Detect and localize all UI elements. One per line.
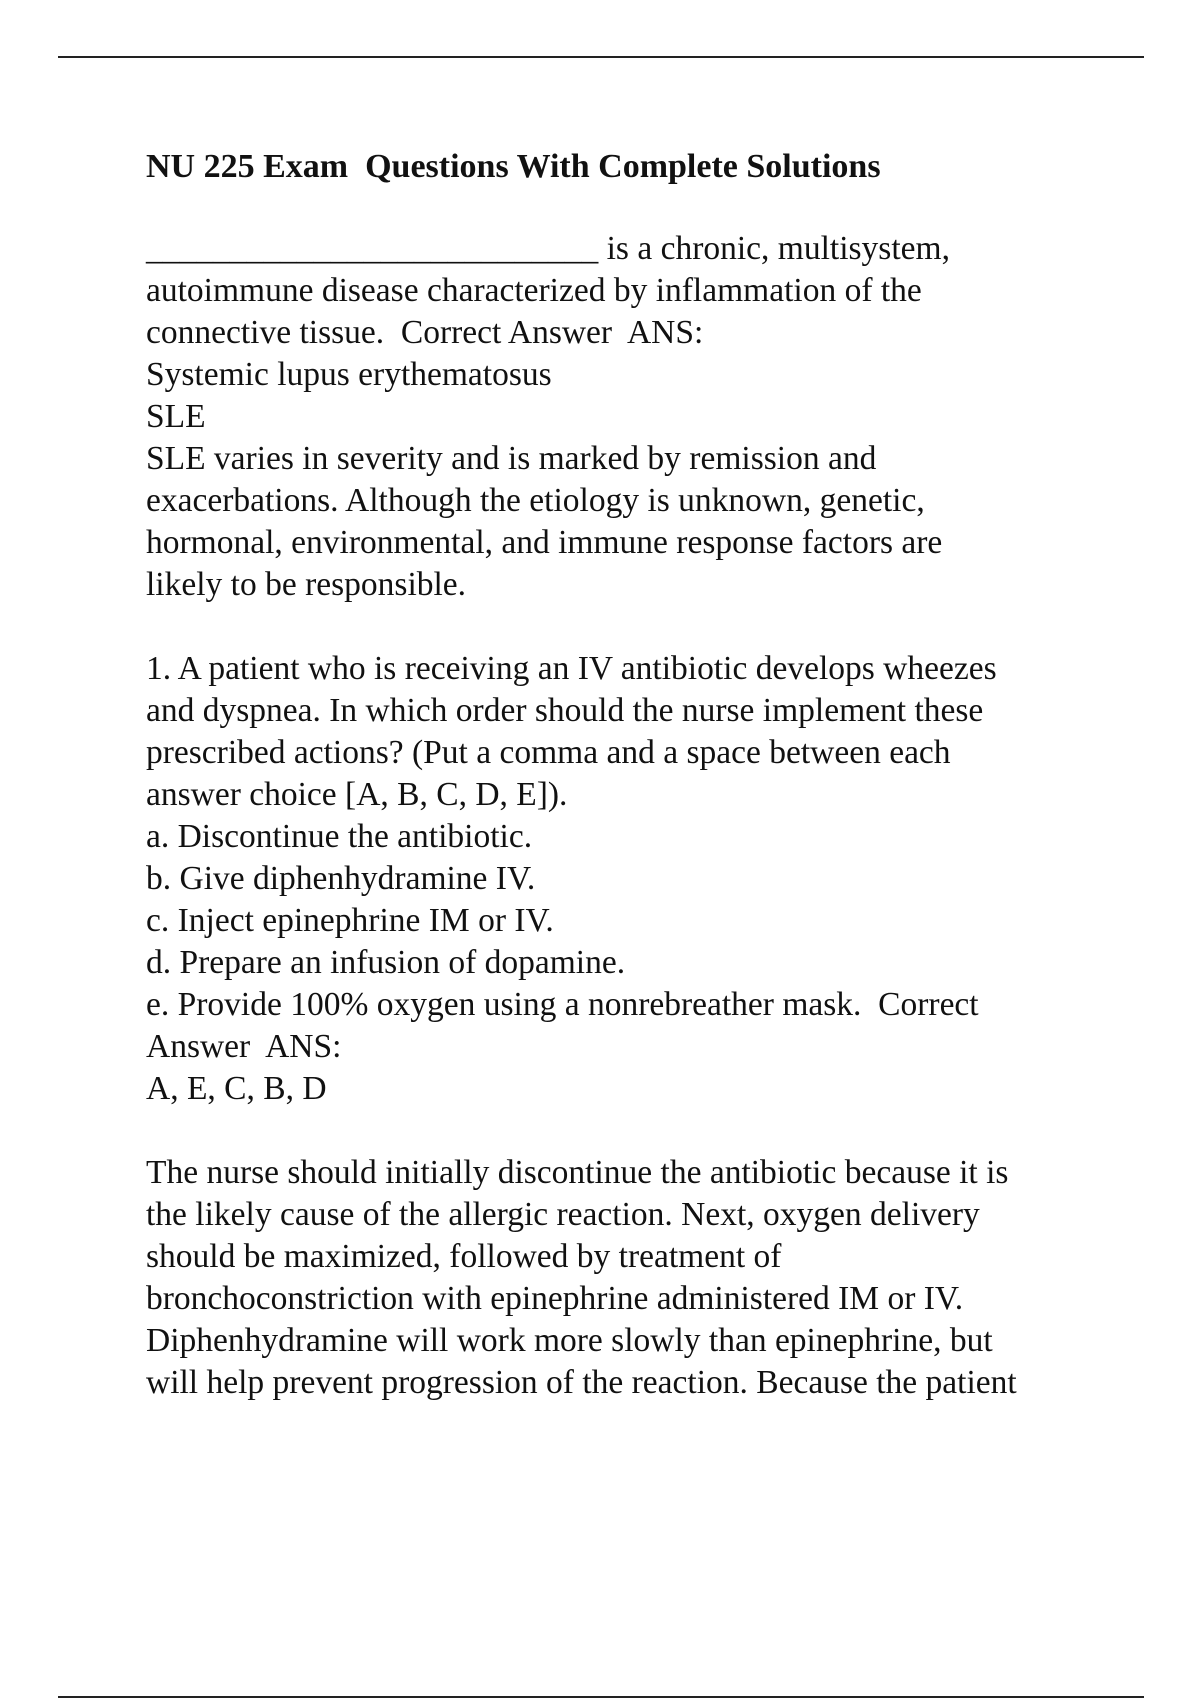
text-line: likely to be responsible.	[146, 566, 467, 603]
text-line: autoimmune disease characterized by inflammation of the	[146, 272, 922, 309]
answer-line: Systemic lupus erythematosus	[146, 356, 552, 393]
document-title: NU 225 Exam Questions With Complete Solutions	[146, 148, 881, 185]
paragraph-gap	[146, 1110, 1106, 1152]
paragraph-gap	[146, 606, 1106, 648]
text-line: and dyspnea. In which order should the nurse implement these	[146, 692, 984, 729]
choice-e: e. Provide 100% oxygen using a nonrebreather mask. Correct	[146, 986, 979, 1023]
text-line: The nurse should initially discontinue the antibiotic because it is	[146, 1154, 1009, 1191]
question-1-block	[146, 648, 1106, 1110]
top-rule	[58, 56, 1144, 58]
text-line: SLE varies in severity and is marked by remission and	[146, 440, 877, 477]
text-line: should be maximized, followed by treatment of	[146, 1238, 782, 1275]
text-line: answer choice [A, B, C, D, E]).	[146, 776, 568, 813]
text-line: bronchoconstriction with epinephrine administered IM or IV.	[146, 1280, 964, 1317]
bottom-rule	[58, 1696, 1144, 1698]
text-line: ___________________________ is a chronic, multisystem,	[146, 230, 950, 267]
text-line: Diphenhydramine will work more slowly than epinephrine, but	[146, 1322, 993, 1359]
choice-a: a. Discontinue the antibiotic.	[146, 818, 533, 855]
answer-line: A, E, C, B, D	[146, 1070, 327, 1107]
text-line: the likely cause of the allergic reaction. Next, oxygen delivery	[146, 1196, 980, 1233]
text-line: will help prevent progression of the reaction. Because the patient	[146, 1364, 1017, 1401]
document-body	[146, 146, 1106, 1404]
answer-line: SLE	[146, 398, 206, 435]
rationale-block	[146, 1152, 1106, 1404]
text-line: exacerbations. Although the etiology is unknown, genetic,	[146, 482, 925, 519]
choice-b: b. Give diphenhydramine IV.	[146, 860, 536, 897]
text-line: Answer ANS:	[146, 1028, 342, 1065]
text-line: 1. A patient who is receiving an IV antibiotic develops wheezes	[146, 650, 997, 687]
choice-c: c. Inject epinephrine IM or IV.	[146, 902, 554, 939]
sle-question-block	[146, 228, 1106, 606]
choice-d: d. Prepare an infusion of dopamine.	[146, 944, 626, 981]
text-line: prescribed actions? (Put a comma and a space between each	[146, 734, 951, 771]
text-line: connective tissue. Correct Answer ANS:	[146, 314, 704, 351]
text-line: hormonal, environmental, and immune response factors are	[146, 524, 943, 561]
